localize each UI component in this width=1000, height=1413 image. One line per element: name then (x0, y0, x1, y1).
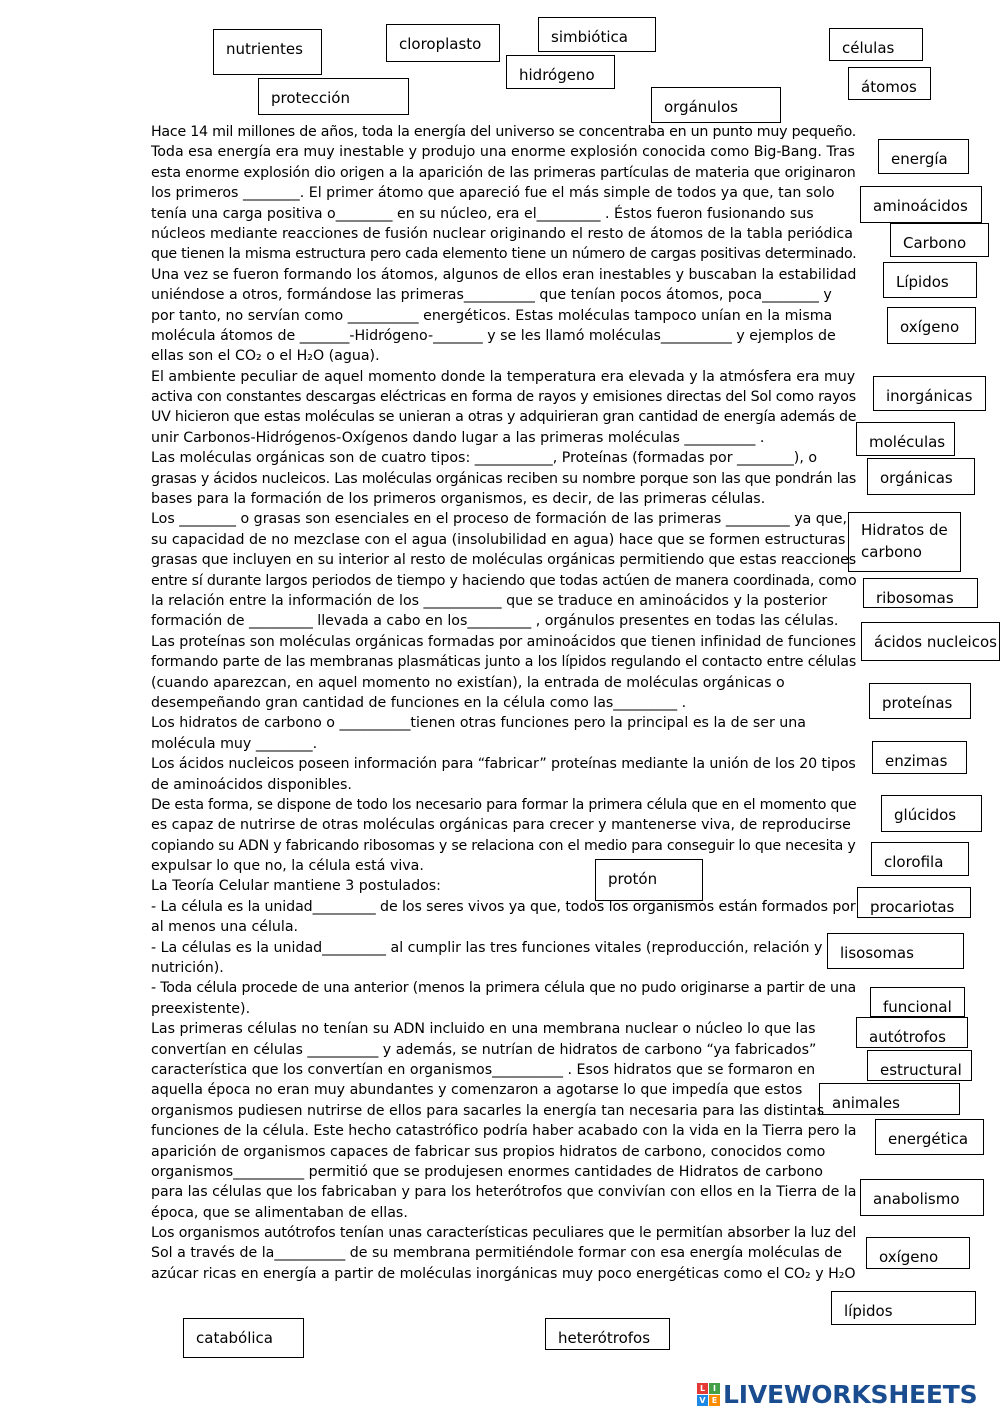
word-chip-estructural[interactable]: estructural (867, 1050, 972, 1081)
text-line: La Teoría Celular mantiene 3 postulados: (151, 878, 441, 895)
logo-mark-letter: I (709, 1383, 720, 1394)
text-line: Los ácidos nucleicos poseen información para “fabricar” proteínas mediante la unión de los 20 tipos (151, 756, 856, 773)
text-line: Las proteínas son moléculas orgánicas formadas por aminoácidos que tienen infinidad de funciones (151, 633, 856, 650)
text-line: ellas son el CO₂ o el H₂O (agua). (151, 348, 380, 365)
logo-mark-letter: E (709, 1395, 720, 1406)
text-line: UV hicieron que estas moléculas se unieran a otras y adquirieran gran cantidad de energía además de (151, 409, 857, 426)
text-line: Las moléculas orgánicas son de cuatro tipos: ___________, Proteínas (formadas por ________), o (151, 450, 818, 467)
word-chip-organulos[interactable]: orgánulos (651, 87, 781, 123)
text-line: núcleos mediante reacciones de fusión nuclear originando el resto de átomos de la tabla periódica (151, 225, 853, 242)
text-line: - La células es la unidad_________ al cumplir las tres funciones vitales (reproducción, relación y (151, 939, 823, 956)
word-chip-hidrogeno[interactable]: hidrógeno (506, 55, 615, 89)
text-line: nutrición). (151, 960, 224, 977)
word-chip-lipidos-lower[interactable]: lípidos (831, 1291, 976, 1325)
text-line: uniéndose a otros, formándose las primeras__________ que tenían pocos átomos, poca________ y (151, 287, 832, 304)
word-chip-atomos[interactable]: átomos (848, 67, 931, 100)
word-chip-funcional[interactable]: funcional (870, 987, 965, 1017)
worksheet-text (151, 122, 856, 1284)
word-chip-ribosomas[interactable]: ribosomas (863, 578, 978, 608)
word-chip-cloroplasto[interactable]: cloroplasto (386, 24, 500, 62)
word-chip-carbono[interactable]: Carbono (890, 223, 989, 257)
text-line: organismos pudiesen nutrirse de ellos para sacarles la energía tan necesaria para las distintas (151, 1102, 825, 1119)
word-chip-aminoacidos[interactable]: aminoácidos (860, 186, 982, 223)
brand-name: LIVEWORKSHEETS (723, 1379, 978, 1409)
text-line: Los organismos autótrofos tenían unas características peculiares que le permitían absorber la luz del (151, 1225, 857, 1242)
text-line: bases para la formación de los primeros organismos, es decir, de las primeras células. (151, 491, 766, 508)
word-chip-hidratos-de-carbono[interactable]: Hidratos de carbono (848, 512, 961, 572)
word-chip-autotrofos[interactable]: autótrofos (856, 1017, 968, 1048)
logo-mark-letter: L (697, 1383, 708, 1394)
text-line: - Toda célula procede de una anterior (menos la primera célula que no pudo originarse a partir de una (151, 980, 857, 997)
word-chip-celulas[interactable]: células (829, 28, 923, 61)
text-line: al menos una célula. (151, 919, 299, 936)
word-chip-glucidos[interactable]: glúcidos (881, 795, 982, 832)
text-line: es capaz de nutrirse de otras moléculas orgánicas para crecer y mantenerse viva, de reproducirse (151, 817, 851, 834)
word-chip-oxigeno-upper[interactable]: oxígeno (887, 307, 976, 344)
text-line: molécula átomos de _______-Hidrógeno-_______ y se les llamó moléculas__________ y ejemplos de (151, 327, 836, 344)
text-line: De esta forma, se dispone de todo los necesario para formar la primera célula que en el momento que (151, 796, 857, 813)
word-chip-nutrientes[interactable]: nutrientes (213, 29, 322, 75)
text-line: convertían en células __________ y además, se nutrían de hidratos de carbono “ya fabricados” (151, 1041, 817, 1058)
text-line: formando parte de las membranas plasmáticas junto a los lípidos regulando el contacto entre células (151, 654, 857, 671)
text-line: por tanto, no servían como __________ energéticos. Estas moléculas tampoco unían en la misma (151, 307, 833, 324)
text-line: tenía una carga positiva o________ en su núcleo, era el_________ . Éstos fueron fusionando sus (151, 205, 814, 222)
text-line: molécula muy ________. (151, 735, 318, 752)
word-chip-energia[interactable]: energía (878, 139, 969, 174)
text-line: Toda esa energía era muy inestable y produjo una enorme explosión conocida como Big-Bang. Tras (151, 144, 855, 161)
liveworksheets-logo (697, 1377, 977, 1411)
text-line: copiando su ADN y fabricando ribosomas y se relaciona con el medio para conseguir lo que necesita y (151, 837, 856, 854)
word-chip-animales[interactable]: animales (819, 1083, 960, 1115)
text-line: Una vez se fueron formando los átomos, algunos de ellos eran inestables y buscaban la estabilidad (151, 266, 857, 283)
word-chip-proteccion[interactable]: protección (258, 78, 409, 115)
text-line: para las células que los fabricaban y para los heterótrofos que convivían con ellos en la Tierra de la (151, 1184, 857, 1201)
word-chip-anabolismo[interactable]: anabolismo (860, 1179, 984, 1216)
text-line: Hace 14 mil millones de años, toda la energía del universo se concentraba en un punto muy pequeño. (151, 124, 857, 140)
text-line: grasas y ácidos nucleicos. Las moléculas orgánicas reciben su nombre porque son las que pondrán las (151, 470, 857, 487)
word-chip-organicas[interactable]: orgánicas (867, 458, 975, 495)
word-chip-catabolica[interactable]: catabólica (183, 1318, 304, 1358)
text-line: Sol a través de la__________ de su membrana permitiéndole formar con esa energía moléculas de (151, 1245, 843, 1262)
word-chip-heterotrofos[interactable]: heterótrofos (545, 1318, 670, 1350)
text-line: formación de _________ llevada a cabo en los_________ , orgánulos presentes en todas las células. (151, 613, 839, 630)
text-line: activa con constantes descargas eléctricas en forma de rayos y emisiones directas del Sol como rayos (151, 389, 856, 406)
word-chip-oxigeno-lower[interactable]: oxígeno (866, 1237, 970, 1269)
word-chip-simbiotica[interactable]: simbiótica (538, 17, 656, 52)
text-line: entre sí durante largos periodos de tiempo y haciendo que todas actúen de manera coordinada, como (151, 572, 857, 589)
text-line: preexistente). (151, 1000, 251, 1017)
text-line: grasas que incluyen en su interior al resto de moléculas orgánicas permitiendo que estas reacciones (151, 552, 857, 569)
text-line: Los hidratos de carbono o __________tienen otras funciones pero la principal es la de ser una (151, 715, 806, 732)
text-line: desempeñando gran cantidad de funciones en la célula como las_________ . (151, 694, 687, 711)
word-chip-acidos-nucleicos[interactable]: ácidos nucleicos (861, 622, 1000, 661)
text-line: El ambiente peculiar de aquel momento donde la temperatura era elevada y la atmósfera era muy (151, 368, 856, 385)
text-line: funciones de la célula. Este hecho catastrófico podría haber acabado con la vida en la Tierra pero la (151, 1123, 857, 1140)
word-chip-lisosomas[interactable]: lisosomas (827, 933, 964, 969)
word-chip-proteinas[interactable]: proteínas (869, 683, 971, 719)
text-line: esta enorme explosión dio origen a la aparición de las primeras partículas de materia que originaron (151, 164, 856, 181)
word-chip-proton[interactable]: protón (595, 859, 703, 901)
text-line: expulsar lo que no, la célula está viva. (151, 858, 424, 875)
text-line: aquella época no eran muy abundantes y comenzaron a agotarse lo que impedía que estos (151, 1082, 803, 1099)
text-line: los primeros ________. El primer átomo que apareció fue el más simple de todos ya que, tan solo (151, 185, 835, 202)
liveworksheets-mark-icon (697, 1383, 720, 1406)
text-line: organismos__________ permitió que se produjesen enormes cantidades de Hidratos de carbono (151, 1163, 823, 1180)
word-chip-enzimas[interactable]: enzimas (872, 741, 967, 774)
text-line: característica que los convertían en organismos__________ . Esos hidratos que se formaron en (151, 1061, 816, 1078)
text-line: (cuando aparezcan, en aquel momento no existían), la entrada de moléculas orgánicas o (151, 674, 785, 691)
word-chip-inorganicas[interactable]: inorgánicas (873, 376, 986, 411)
text-line: su capacidad de no mezclase con el agua (insolubilidad en agua) hace que se formen estructuras (151, 531, 846, 548)
word-chip-energetica[interactable]: energética (875, 1119, 984, 1155)
text-line: Los ________ o grasas son esenciales en el proceso de formación de las primeras _________ ya que, (151, 511, 848, 528)
word-chip-lipidos-upper[interactable]: Lípidos (883, 262, 977, 298)
text-line: azúcar ricas en energía a partir de moléculas inorgánicas muy poco energéticas como el CO₂ y H₂O (151, 1265, 856, 1282)
word-chip-moleculas[interactable]: moléculas (856, 422, 955, 456)
text-line: unir Carbonos-Hidrógenos-Oxígenos dando lugar a las primeras moléculas __________ . (151, 429, 765, 446)
text-line: la relación entre la información de los ___________ que se traduce en aminoácidos y la posterior (151, 592, 828, 609)
word-chip-clorofila[interactable]: clorofila (871, 842, 969, 876)
text-line: de aminoácidos disponibles. (151, 776, 352, 793)
logo-mark-letter: V (697, 1395, 708, 1406)
text-line: que tienen la misma estructura pero cada elemento tiene un número de cargas positivas determinado. (151, 246, 857, 263)
text-line: época, que se alimentaban de ellas. (151, 1204, 408, 1221)
text-line: Las primeras células no tenían su ADN incluido en una membrana nuclear o núcleo lo que las (151, 1021, 816, 1038)
word-chip-procariotas[interactable]: procariotas (857, 887, 971, 918)
text-line: aparición de organismos capaces de fabricar sus propios hidratos de carbono, conocidos como (151, 1143, 826, 1160)
text-line: - La célula es la unidad_________ de los seres vivos ya que, todos los organismos están formados por (151, 898, 856, 915)
